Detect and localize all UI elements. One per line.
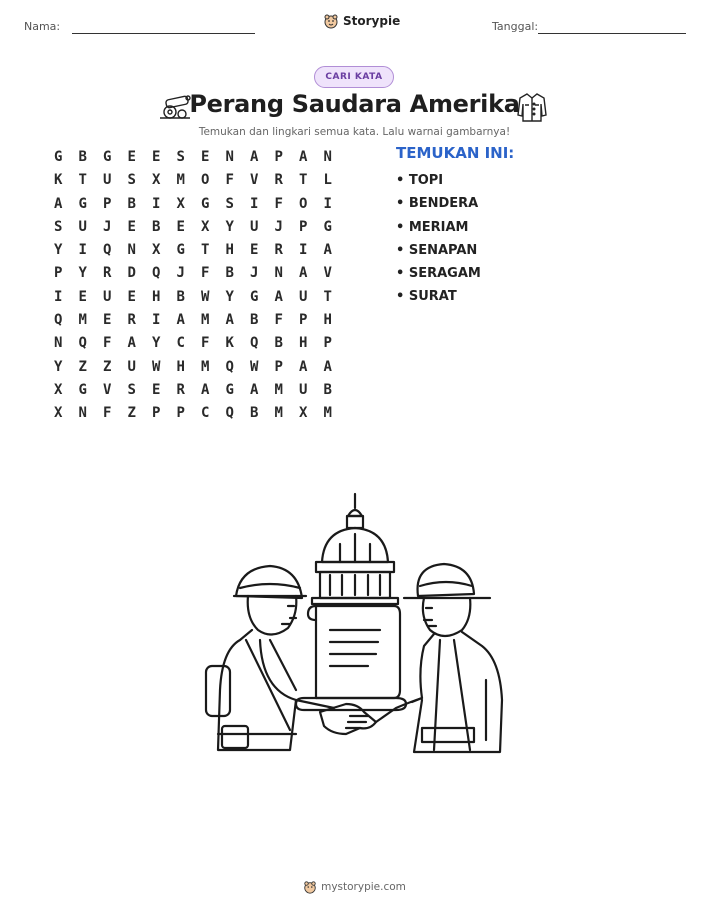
grid-cell: A bbox=[250, 149, 259, 165]
grid-cell: G bbox=[201, 195, 210, 212]
grid-cell: A bbox=[176, 312, 185, 329]
instructions: Temukan dan lingkari semua kata. Lalu warnai gambarnya! bbox=[198, 126, 511, 138]
grid-cell: Z bbox=[127, 405, 136, 422]
grid-cell: M bbox=[274, 405, 283, 422]
grid-cell: P bbox=[103, 195, 112, 212]
grid-cell: J bbox=[176, 265, 185, 282]
grid-cell: G bbox=[78, 381, 87, 398]
grid-cell: B bbox=[225, 265, 234, 282]
grid-cell: E bbox=[78, 288, 87, 305]
grid-cell: B bbox=[127, 195, 136, 212]
grid-cell: I bbox=[250, 195, 259, 212]
date-label: Tanggal: bbox=[492, 20, 539, 33]
grid-cell: Y bbox=[225, 218, 234, 235]
name-line bbox=[72, 33, 255, 34]
storypie-logo-icon bbox=[323, 13, 339, 29]
grid-cell: E bbox=[250, 242, 259, 259]
grid-cell: C bbox=[176, 335, 185, 352]
grid-cell: A bbox=[299, 358, 308, 375]
grid-cell: R bbox=[176, 381, 185, 398]
uniform-jacket-icon bbox=[516, 91, 548, 123]
grid-cell: M bbox=[201, 312, 210, 329]
grid-cell: N bbox=[54, 335, 63, 352]
grid-cell: T bbox=[78, 172, 87, 189]
grid-cell: G bbox=[225, 381, 234, 398]
grid-cell: G bbox=[54, 149, 63, 165]
grid-cell: M bbox=[274, 381, 283, 398]
grid-cell: Q bbox=[152, 265, 161, 282]
storypie-logo-icon bbox=[303, 880, 317, 894]
grid-cell: F bbox=[103, 335, 112, 352]
grid-cell: L bbox=[323, 172, 332, 189]
brand-name: Storypie bbox=[343, 14, 401, 28]
grid-cell: A bbox=[54, 195, 63, 212]
grid-cell: Q bbox=[54, 312, 63, 329]
grid-cell: P bbox=[176, 405, 185, 422]
grid-cell: P bbox=[299, 312, 308, 329]
activity-badge: CARI KATA bbox=[314, 66, 394, 88]
grid-cell: Z bbox=[78, 358, 87, 375]
grid-cell: X bbox=[152, 242, 161, 259]
grid-cell: A bbox=[225, 312, 234, 329]
grid-cell: U bbox=[103, 288, 112, 305]
grid-cell: A bbox=[201, 381, 210, 398]
grid-cell: J bbox=[274, 218, 283, 235]
grid-cell: B bbox=[250, 405, 259, 422]
grid-cell: E bbox=[176, 218, 185, 235]
grid-cell: F bbox=[201, 335, 210, 352]
footer-url: mystorypie.com bbox=[321, 881, 406, 893]
grid-cell: U bbox=[103, 172, 112, 189]
grid-cell: G bbox=[250, 288, 259, 305]
grid-cell: I bbox=[54, 288, 63, 305]
grid-cell: Q bbox=[250, 335, 259, 352]
word-list-title: TEMUKAN INI: bbox=[396, 144, 515, 162]
grid-cell: A bbox=[323, 358, 332, 375]
grid-cell: X bbox=[54, 405, 63, 422]
grid-cell: P bbox=[54, 265, 63, 282]
word-item: • TOPI bbox=[396, 173, 444, 188]
grid-cell: P bbox=[274, 358, 283, 375]
grid-cell: W bbox=[201, 288, 210, 305]
grid-cell: M bbox=[201, 358, 210, 375]
grid-cell: E bbox=[127, 218, 136, 235]
grid-cell: F bbox=[201, 265, 210, 282]
grid-cell: N bbox=[225, 149, 234, 165]
grid-cell: U bbox=[78, 218, 87, 235]
page-title: Perang Saudara Amerika bbox=[189, 90, 520, 118]
grid-cell: O bbox=[299, 195, 308, 212]
letter-grid bbox=[46, 146, 340, 426]
grid-cell: F bbox=[274, 195, 283, 212]
grid-cell: S bbox=[176, 149, 185, 165]
grid-cell: A bbox=[250, 381, 259, 398]
grid-cell: Q bbox=[78, 335, 87, 352]
grid-cell: B bbox=[176, 288, 185, 305]
grid-cell: N bbox=[274, 265, 283, 282]
grid-cell: A bbox=[299, 265, 308, 282]
brand bbox=[323, 13, 400, 29]
grid-cell: A bbox=[299, 149, 308, 165]
grid-cell: V bbox=[250, 172, 259, 189]
grid-cell: U bbox=[250, 218, 259, 235]
grid-cell: V bbox=[103, 381, 112, 398]
grid-cell: P bbox=[152, 405, 161, 422]
grid-cell: R bbox=[274, 172, 283, 189]
grid-cell: J bbox=[103, 218, 112, 235]
grid-cell: P bbox=[274, 149, 283, 165]
word-item: • MERIAM bbox=[396, 219, 469, 235]
grid-cell: X bbox=[152, 172, 161, 189]
grid-cell: E bbox=[152, 149, 161, 165]
grid-cell: A bbox=[127, 335, 136, 352]
grid-cell: S bbox=[127, 381, 136, 398]
grid-cell: E bbox=[127, 149, 136, 165]
grid-cell: P bbox=[299, 218, 308, 235]
grid-cell: I bbox=[299, 242, 308, 259]
grid-cell: A bbox=[274, 288, 283, 305]
grid-cell: I bbox=[78, 242, 87, 259]
grid-cell: M bbox=[176, 172, 185, 189]
grid-cell: M bbox=[323, 405, 332, 422]
grid-cell: P bbox=[323, 335, 332, 352]
grid-cell: D bbox=[127, 265, 136, 282]
grid-cell: W bbox=[152, 358, 161, 375]
word-item: • SENAPAN bbox=[396, 242, 478, 258]
grid-cell: X bbox=[299, 405, 308, 422]
grid-cell: Q bbox=[225, 405, 234, 422]
grid-cell: X bbox=[54, 381, 63, 398]
grid-cell: A bbox=[323, 242, 332, 259]
grid-cell: N bbox=[78, 405, 87, 422]
grid-cell: E bbox=[152, 381, 161, 398]
grid-cell: Z bbox=[103, 358, 112, 375]
grid-cell: T bbox=[323, 288, 332, 305]
grid-cell: R bbox=[274, 242, 283, 259]
grid-cell: M bbox=[78, 312, 87, 329]
grid-cell: R bbox=[103, 265, 112, 282]
grid-cell: H bbox=[299, 335, 308, 352]
grid-cell: B bbox=[152, 218, 161, 235]
grid-cell: Y bbox=[78, 265, 87, 282]
grid-cell: T bbox=[299, 172, 308, 189]
word-item: • SERAGAM bbox=[396, 266, 481, 282]
grid-cell: Y bbox=[54, 358, 63, 375]
grid-cell: H bbox=[152, 288, 161, 305]
grid-cell: R bbox=[127, 312, 136, 329]
grid-cell: G bbox=[103, 149, 112, 165]
grid-cell: N bbox=[323, 149, 332, 165]
grid-cell: S bbox=[127, 172, 136, 189]
word-list bbox=[396, 172, 481, 312]
grid-cell: F bbox=[225, 172, 234, 189]
grid-cell: K bbox=[54, 172, 63, 189]
grid-cell: F bbox=[103, 405, 112, 422]
soldiers-handshake-capitol-illustration bbox=[200, 490, 510, 790]
grid-cell: C bbox=[201, 405, 210, 422]
grid-cell: S bbox=[225, 195, 234, 212]
name-label: Nama: bbox=[24, 20, 61, 33]
grid-cell: I bbox=[323, 195, 332, 212]
grid-cell: N bbox=[127, 242, 136, 259]
grid-cell: G bbox=[323, 218, 332, 235]
grid-cell: B bbox=[274, 335, 283, 352]
grid-cell: Y bbox=[152, 335, 161, 352]
grid-cell: U bbox=[299, 381, 308, 398]
grid-cell: B bbox=[250, 312, 259, 329]
grid-cell: I bbox=[152, 312, 161, 329]
grid-cell: E bbox=[127, 288, 136, 305]
footer bbox=[0, 880, 709, 894]
grid-cell: V bbox=[323, 265, 332, 282]
grid-cell: F bbox=[274, 312, 283, 329]
grid-cell: J bbox=[250, 265, 259, 282]
grid-cell: W bbox=[250, 358, 259, 375]
grid-cell: U bbox=[127, 358, 136, 375]
grid-cell: X bbox=[176, 195, 185, 212]
grid-cell: B bbox=[323, 381, 332, 398]
word-item: • BENDERA bbox=[396, 196, 479, 212]
grid-cell: E bbox=[201, 149, 210, 165]
grid-cell: Q bbox=[103, 242, 112, 259]
grid-cell: E bbox=[103, 312, 112, 329]
grid-cell: S bbox=[54, 218, 63, 235]
grid-cell: I bbox=[152, 195, 161, 212]
grid-cell: X bbox=[201, 218, 210, 235]
grid-cell: G bbox=[176, 242, 185, 259]
grid-cell: H bbox=[323, 312, 332, 329]
grid-cell: Q bbox=[225, 358, 234, 375]
grid-cell: H bbox=[225, 242, 234, 259]
grid-cell: B bbox=[78, 149, 87, 165]
date-line bbox=[538, 33, 686, 34]
grid-cell: H bbox=[176, 358, 185, 375]
grid-cell: Y bbox=[54, 242, 63, 259]
grid-cell: Y bbox=[225, 288, 234, 305]
grid-cell: U bbox=[299, 288, 308, 305]
grid-cell: K bbox=[225, 335, 234, 352]
word-item: • SURAT bbox=[396, 289, 457, 305]
grid-cell: T bbox=[201, 242, 210, 259]
grid-cell: G bbox=[78, 195, 87, 212]
grid-cell: O bbox=[201, 172, 210, 189]
